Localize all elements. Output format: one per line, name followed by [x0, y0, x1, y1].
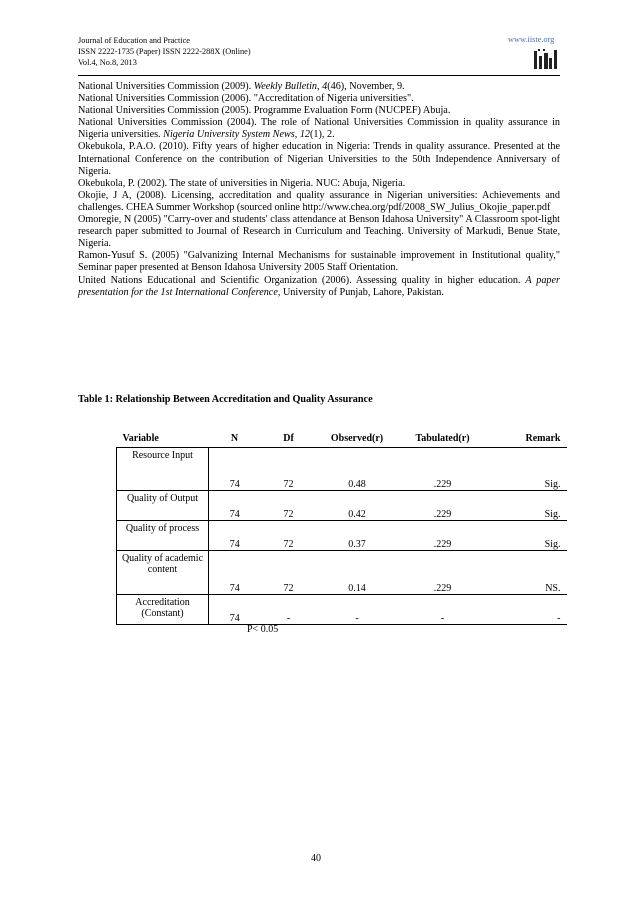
header-rule — [78, 75, 560, 76]
reference-text: Ramon-Yusuf S. (2005) "Galvanizing Internal Mechanisms for sustainable improvement in Institutional quality," Seminar paper presented at Benson Idahosa University 2005 Staff Orientation. — [78, 250, 560, 274]
reference-entry — [78, 190, 560, 214]
page-number: 40 — [311, 853, 321, 864]
cell-remark: Sig. — [488, 521, 567, 551]
table-row — [117, 491, 567, 521]
col-n: N — [209, 430, 261, 448]
cell-observed: 0.42 — [317, 491, 398, 521]
cell-df: - — [261, 595, 317, 625]
reference-italic-text: Nigeria University System News, 12 — [163, 129, 311, 141]
reference-text: University of Punjab, Lahore, Pakistan. — [280, 286, 444, 298]
reference-text: Okebukola, P.A.O. (2010). Fifty years of higher education in Nigeria: Trends in quality assurance. Presented at the International Conference on the contribution of Nigerian Universities to the 50th Independence Anniversary of Nigeria. — [78, 141, 560, 177]
reference-entry — [78, 117, 560, 141]
cell-n: 74 — [209, 491, 261, 521]
col-observed: Observed(r) — [317, 430, 398, 448]
journal-volume: Vol.4, No.8, 2013 — [78, 58, 137, 67]
iiste-logo — [533, 48, 561, 72]
table-caption: Table 1: Relationship Between Accreditation and Quality Assurance — [78, 394, 373, 405]
cell-remark: Sig. — [488, 491, 567, 521]
table-row — [117, 521, 567, 551]
cell-remark: - — [488, 595, 567, 625]
reference-text: National Universities Commission (2009). — [78, 81, 254, 92]
cell-n: 74 — [209, 448, 261, 491]
cell-variable: Quality of Output — [117, 491, 209, 521]
cell-tabulated: .229 — [398, 521, 488, 551]
journal-issn: ISSN 2222-1735 (Paper) ISSN 2222-288X (Online) — [78, 47, 251, 56]
reference-entry — [78, 93, 560, 105]
reference-entry — [78, 81, 560, 93]
cell-observed: - — [317, 595, 398, 625]
reference-text: National Universities Commission (2005). Programme Evaluation Form (NUCPEF) Abuja. — [78, 105, 451, 117]
reference-text: National Universities Commission (2004). The role of National Universities Commission in quality assurance in Nigeria universities. — [78, 117, 560, 141]
cell-variable: Quality of academic content — [117, 551, 209, 595]
cell-df: 72 — [261, 551, 317, 595]
reference-text: National Universities Commission (2006). "Accreditation of Nigeria universities". — [78, 93, 414, 105]
website-link[interactable]: www.iiste.org — [508, 35, 555, 44]
cell-n: 74 — [209, 551, 261, 595]
cell-df: 72 — [261, 521, 317, 551]
cell-remark: NS. — [488, 551, 567, 595]
reference-italic-text: Weekly Bulletin, 4 — [253, 81, 328, 92]
cell-variable: Accreditation (Constant) — [117, 595, 209, 625]
reference-entry — [78, 178, 560, 190]
col-df: Df — [261, 430, 317, 448]
col-remark: Remark — [488, 430, 567, 448]
cell-df: 72 — [261, 491, 317, 521]
cell-remark: Sig. — [488, 448, 567, 491]
cell-tabulated: .229 — [398, 448, 488, 491]
cell-tabulated: .229 — [398, 491, 488, 521]
reference-text: (46), November, 9. — [327, 81, 405, 92]
cell-variable: Quality of process — [117, 521, 209, 551]
table-header-row — [117, 430, 567, 448]
reference-text: Okojie, J A, (2008). Licensing, accreditation and quality assurance in Nigerian universities: Achievements and challenges. CHEA Summer Workshop (sourced online http://www.chea.org/pdf/2008_SW_Julius_Okojie_paper.pdf — [78, 189, 560, 213]
results-table — [116, 430, 567, 625]
reference-text: (1), 2. — [310, 129, 335, 141]
reference-italic-text: A paper presentation for the 1st International Conference, — [78, 274, 561, 298]
reference-entry — [78, 250, 560, 274]
cell-observed: 0.37 — [317, 521, 398, 551]
cell-n: 74 — [209, 595, 261, 625]
reference-entry — [78, 105, 560, 117]
cell-tabulated: .229 — [398, 551, 488, 595]
journal-header — [78, 35, 251, 68]
cell-observed: 0.14 — [317, 551, 398, 595]
reference-text: Okebukola, P. (2002). The state of universities in Nigeria. NUC: Abuja, Nigeria. — [78, 177, 406, 189]
cell-observed: 0.48 — [317, 448, 398, 491]
reference-entry — [78, 141, 560, 177]
reference-entry — [78, 275, 560, 299]
reference-text: Omoregie, N (2005) "Carry-over and students' class attendance at Benson Idahosa University" A Classroom spot-light research paper submitted to Journal of Research in Curriculum and Teaching. University of Markudi, Benue State, Nigeria. — [78, 214, 560, 250]
reference-text: United Nations Educational and Scientific Organization (2006). Assessing quality in higher education. — [78, 274, 526, 286]
cell-df: 72 — [261, 448, 317, 491]
reference-list — [78, 81, 560, 299]
table-row — [117, 551, 567, 595]
journal-name: Journal of Education and Practice — [78, 36, 190, 45]
col-tabulated: Tabulated(r) — [398, 430, 488, 448]
cell-n: 74 — [209, 521, 261, 551]
table-row — [117, 595, 567, 625]
table-row — [117, 448, 567, 491]
reference-entry — [78, 214, 560, 250]
cell-tabulated: - — [398, 595, 488, 625]
significance-note: P< 0.05 — [247, 624, 279, 635]
col-variable: Variable — [117, 430, 209, 448]
cell-variable: Resource Input — [117, 448, 209, 491]
